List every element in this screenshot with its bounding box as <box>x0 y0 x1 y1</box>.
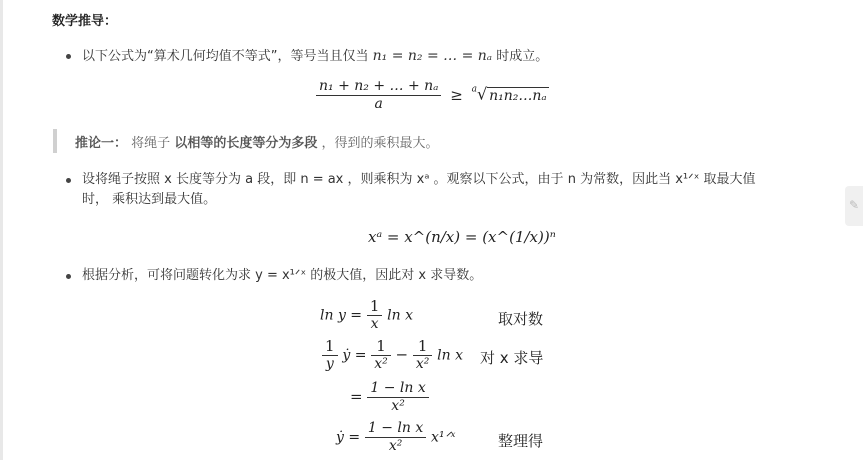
row4-den: x² <box>388 438 403 454</box>
row2-f2-den: x² <box>415 356 430 372</box>
derivation-row-3 <box>350 380 429 415</box>
bullet-amgm-intro <box>66 46 821 67</box>
row1-frac-num: 1 <box>367 298 383 316</box>
corollary-text-b: ，得到的乘积最大。 <box>321 136 439 151</box>
row2-tail: ln x <box>437 347 463 364</box>
bullet-equal-split <box>66 170 821 210</box>
row2-lhs-tail: ẏ = <box>342 347 367 364</box>
row2-lhs-den: y <box>325 356 334 372</box>
row4-note: 整理得 <box>498 432 544 450</box>
side-share-tab[interactable] <box>845 186 863 226</box>
bullet1-text-b: 时成立。 <box>496 49 549 64</box>
row2-lhs-num: 1 <box>322 338 338 356</box>
derivation-row-1 <box>320 298 413 333</box>
derivation-row-4 <box>336 420 455 455</box>
amgm-ge: ≥ <box>450 85 463 104</box>
bullet1-text-a: 以下公式为“算术几何均值不等式”，等号当且仅当 <box>82 49 369 64</box>
row3-num: 1 − ln x <box>367 380 428 398</box>
section-heading: 数学推导： <box>52 14 118 29</box>
amgm-denominator: a <box>374 96 383 112</box>
radical-sign: √ <box>476 84 488 104</box>
bullet2-line1: 设将绳子按照 x 长度等分为 a 段，即 n = ax ，则乘积为 xᵃ 。观察以下公式，由于 n 为常数，因此当 x¹ᐟˣ 取最大值 <box>82 172 756 187</box>
bullet2-line2: 时， 乘积达到最大值。 <box>82 192 217 207</box>
corollary-label: 推论一： <box>75 136 128 151</box>
row4-tail: x¹ᐟˣ <box>431 429 456 446</box>
corollary-quote <box>53 129 807 153</box>
bullet-derivative <box>66 266 821 286</box>
row4-lhs: ẏ = <box>336 429 361 446</box>
row2-f2-num: 1 <box>413 338 433 356</box>
row2-f1-den: x² <box>374 356 388 372</box>
row1-note: 取对数 <box>498 310 544 328</box>
power-formula: xᵃ = x^(n/x) = (x^(1/x))ⁿ <box>368 228 556 246</box>
amgm-formula <box>316 78 549 113</box>
row1-tail: ln x <box>387 307 413 324</box>
row2-note: 对 x 求导 <box>480 349 544 367</box>
row1-frac-den: x <box>370 316 379 332</box>
row3-eq: = <box>350 387 363 406</box>
amgm-radicand: n₁n₂…nₐ <box>489 87 547 104</box>
row2-minus: − <box>395 345 409 364</box>
row3-den: x² <box>391 398 405 414</box>
bullet1-equality: n₁ = n₂ = … = nₐ <box>372 48 493 64</box>
corollary-bold: 以相等的长度等分为多段 <box>174 136 318 151</box>
row2-f1-num: 1 <box>371 338 391 356</box>
derivation-row-2 <box>322 338 463 373</box>
left-scroll-gutter <box>0 0 3 460</box>
corollary-text-a: 将绳子 <box>131 136 171 151</box>
amgm-root-index: a <box>471 84 477 95</box>
share-icon: ✎ <box>849 198 860 212</box>
row1-lhs: ln y = <box>320 307 363 324</box>
amgm-numerator: n₁ + n₂ + … + nₐ <box>316 78 441 96</box>
bullet3-text: 根据分析，可将问题转化为求 y = x¹ᐟˣ 的极大值，因此对 x 求导数。 <box>82 268 483 283</box>
row4-num: 1 − ln x <box>365 420 426 438</box>
